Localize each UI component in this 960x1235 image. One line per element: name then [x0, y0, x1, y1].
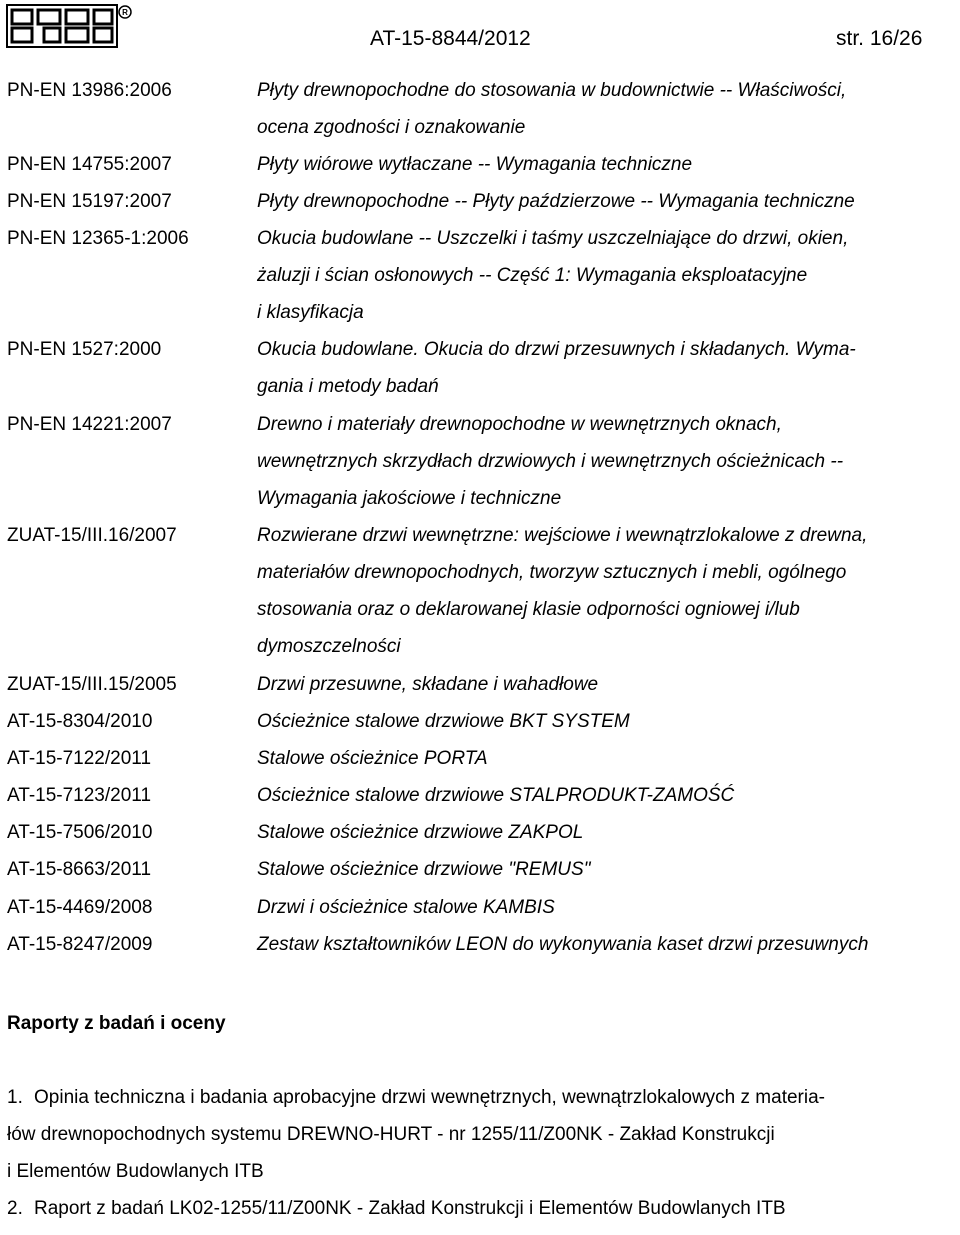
reference-description — [257, 154, 957, 191]
itb-logo-mark — [6, 4, 132, 48]
reference-description-line: żaluzji i ścian osłonowych -- Część 1: Wymagania eksploatacyjne — [257, 265, 808, 286]
reference-description-line: Płyty drewnopochodne -- Płyty paździerzowe -- Wymagania techniczne — [257, 191, 855, 212]
reference-description-line: Płyty drewnopochodne do stosowania w budownictwie -- Właściwości, — [257, 80, 847, 101]
reference-description — [257, 822, 957, 859]
reference-description-line: Płyty wiórowe wytłaczane -- Wymagania techniczne — [257, 154, 693, 175]
report-text-line: i Elementów Budowlanych ITB — [7, 1161, 264, 1182]
reference-description — [257, 897, 957, 934]
reference-description — [257, 748, 957, 785]
reference-description — [257, 414, 957, 525]
reference-description — [257, 191, 957, 228]
reference-description-line: Zestaw kształtowników LEON do wykonywania kaset drzwi przesuwnych — [257, 934, 869, 955]
reference-description — [257, 228, 957, 339]
reference-code: ZUAT-15/III.16/2007 — [7, 525, 177, 546]
reference-description — [257, 934, 957, 971]
reference-code: PN-EN 12365-1:2006 — [7, 228, 189, 249]
reference-description-line: Ościeżnice stalowe drzwiowe STALPRODUKT-ZAMOŚĆ — [257, 785, 735, 806]
itb-logo — [6, 4, 132, 53]
page-header — [0, 0, 960, 50]
reference-description-line: Rozwierane drzwi wewnętrzne: wejściowe i wewnątrzlokalowe z drewna, — [257, 525, 868, 546]
reference-description — [257, 785, 957, 822]
reference-description-line: gania i metody badań — [257, 376, 439, 397]
report-text — [7, 1087, 825, 1198]
section-title: Raporty z badań i oceny — [7, 1013, 226, 1034]
page-number: str. 16/26 — [836, 27, 923, 50]
reference-code: AT-15-4469/2008 — [7, 897, 153, 918]
reference-description-line: Okucia budowlane. Okucia do drzwi przesuwnych i składanych. Wyma- — [257, 339, 856, 360]
reference-description — [257, 525, 957, 673]
reference-description-line: Stalowe ościeżnice drzwiowe "REMUS" — [257, 859, 591, 880]
reference-description-line: Drzwi przesuwne, składane i wahadłowe — [257, 674, 599, 695]
reference-description — [257, 859, 957, 896]
reference-description — [257, 711, 957, 748]
reference-code: PN-EN 13986:2006 — [7, 80, 172, 101]
report-number: 2. — [7, 1198, 23, 1219]
reference-description-line: Drzwi i ościeżnice stalowe KAMBIS — [257, 897, 555, 918]
reference-description-line: Ościeżnice stalowe drzwiowe BKT SYSTEM — [257, 711, 630, 732]
report-number: 1. — [7, 1087, 23, 1108]
report-text-line: łów drewnopochodnych systemu DREWNO-HURT - nr 1255/11/Z00NK - Zakład Konstrukcji — [7, 1124, 775, 1145]
report-text — [7, 1198, 786, 1235]
reference-code: PN-EN 15197:2007 — [7, 191, 172, 212]
reference-code: AT-15-7123/2011 — [7, 785, 152, 806]
reference-description-line: materiałów drewnopochodnych, tworzyw sztucznych i mebli, ogólnego — [257, 562, 847, 583]
reference-code: AT-15-7122/2011 — [7, 748, 152, 769]
svg-text:R: R — [122, 8, 128, 17]
reference-description — [257, 339, 957, 413]
reference-description-line: ocena zgodności i oznakowanie — [257, 117, 526, 138]
reference-description — [257, 674, 957, 711]
reference-code: AT-15-8304/2010 — [7, 711, 153, 732]
report-text-line: Opinia techniczna i badania aprobacyjne drzwi wewnętrznych, wewnątrzlokalowych z materia- — [34, 1087, 825, 1108]
reference-code: AT-15-8663/2011 — [7, 859, 152, 880]
reference-code: PN-EN 1527:2000 — [7, 339, 162, 360]
reference-description-line: dymoszczelności — [257, 636, 401, 657]
reference-description — [257, 80, 957, 154]
reference-description-line: Okucia budowlane -- Uszczelki i taśmy uszczelniające do drzwi, okien, — [257, 228, 849, 249]
reference-description-line: wewnętrznych skrzydłach drzwiowych i wewnętrznych ościeżnicach -- — [257, 451, 844, 472]
reference-code: PN-EN 14221:2007 — [7, 414, 172, 435]
reference-description-line: Wymagania jakościowe i techniczne — [257, 488, 562, 509]
report-text-line: Raport z badań LK02-1255/11/Z00NK - Zakład Konstrukcji i Elementów Budowlanych ITB — [34, 1198, 786, 1219]
reference-code: PN-EN 14755:2007 — [7, 154, 172, 175]
reference-code: ZUAT-15/III.15/2005 — [7, 674, 177, 695]
reference-description-line: Drewno i materiały drewnopochodne w wewnętrznych oknach, — [257, 414, 782, 435]
reference-code: AT-15-8247/2009 — [7, 934, 153, 955]
reference-description-line: i klasyfikacja — [257, 302, 364, 323]
reference-description-line: Stalowe ościeżnice PORTA — [257, 748, 488, 769]
document-number: AT-15-8844/2012 — [370, 27, 531, 50]
reference-description-line: Stalowe ościeżnice drzwiowe ZAKPOL — [257, 822, 584, 843]
reference-description-line: stosowania oraz o deklarowanej klasie odporności ogniowej i/lub — [257, 599, 800, 620]
reference-code: AT-15-7506/2010 — [7, 822, 153, 843]
